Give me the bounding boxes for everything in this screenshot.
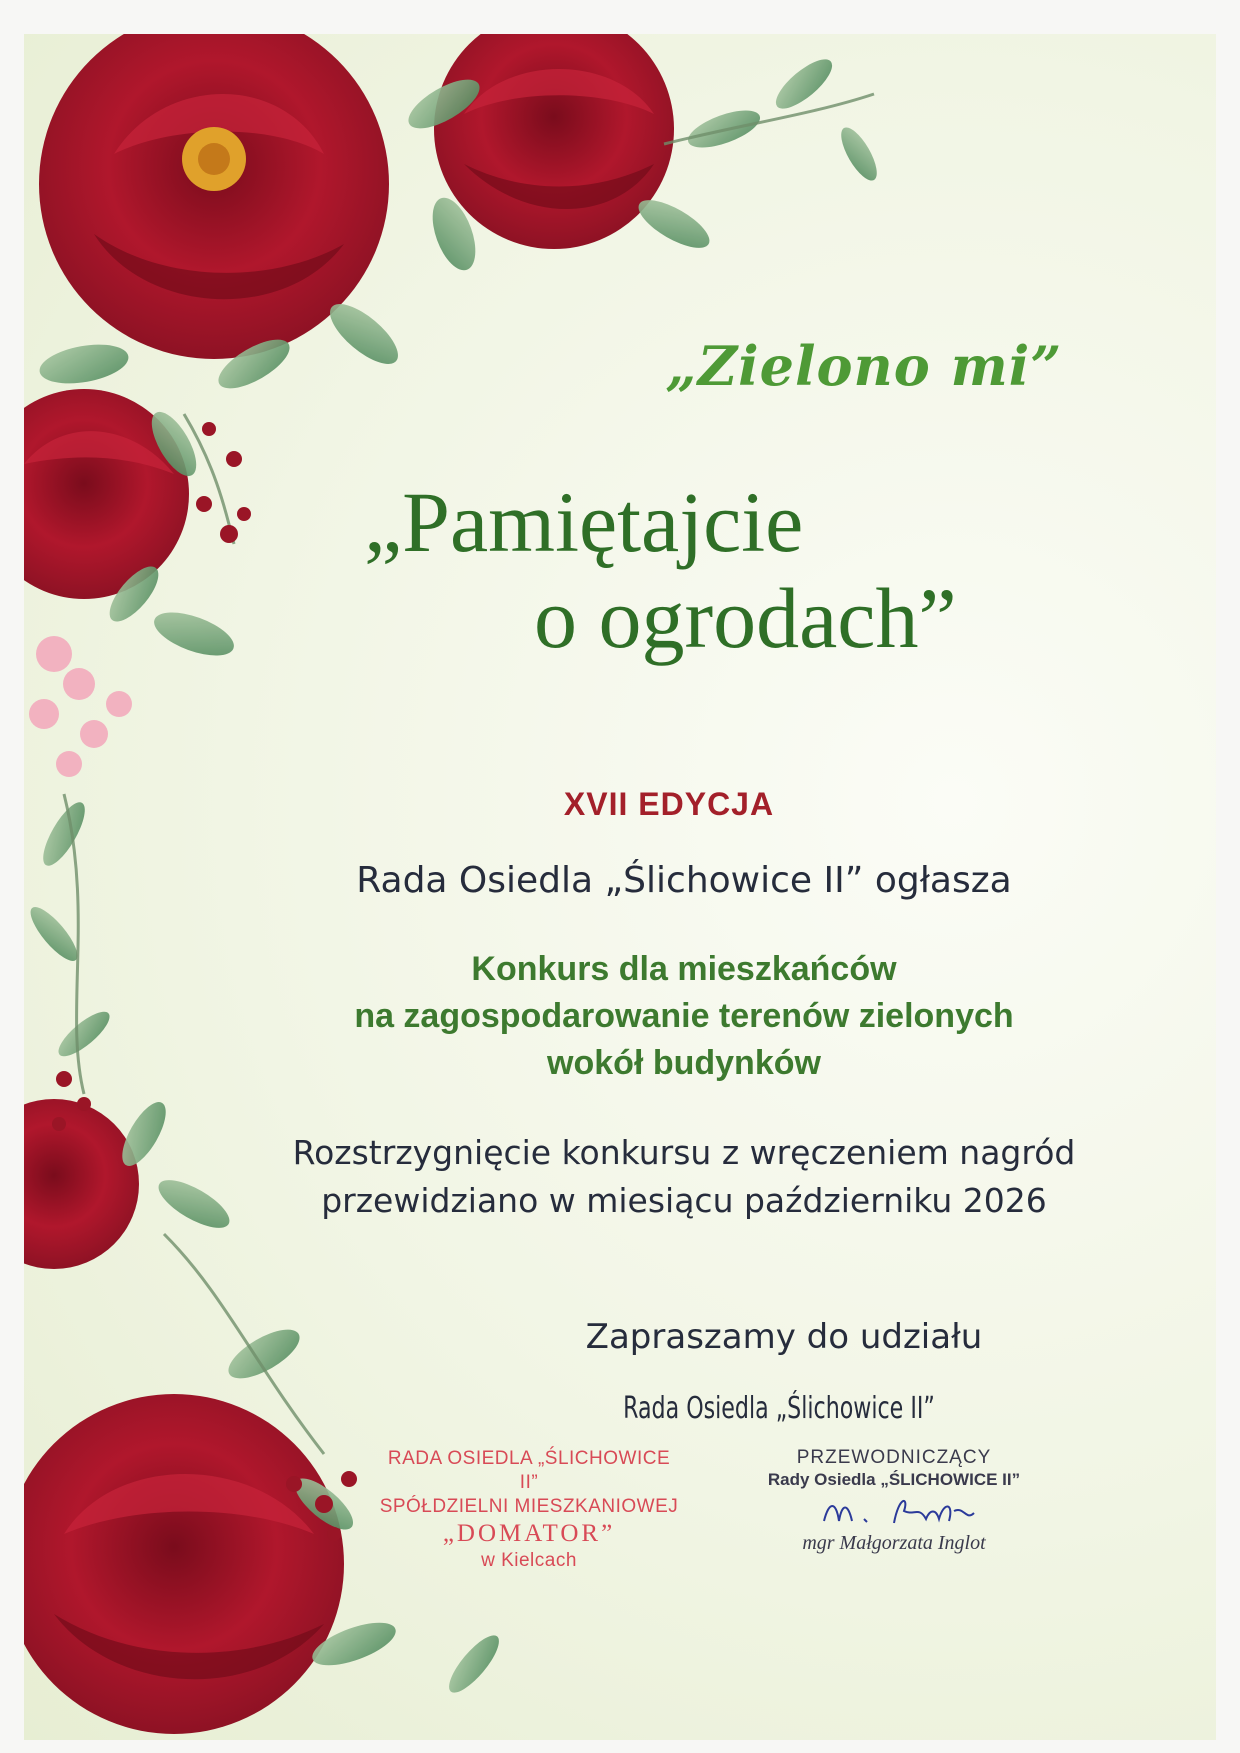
poster-sheet: [24, 34, 1216, 1740]
rose-left-lower: [24, 1099, 139, 1269]
rose-bottom-left: [24, 1394, 344, 1734]
result-line: przewidziano w miesiącu październiku 2026: [321, 1181, 1047, 1220]
rose-top-center: [434, 34, 674, 249]
motto: „Zielono mi”: [665, 334, 1063, 398]
contest-line: na zagospodarowanie terenów zielonych: [354, 997, 1014, 1035]
stamp-line: RADA OSIEDLA „ŚLICHOWICE II”: [387, 1448, 671, 1493]
title-line-2: o ogrodach”: [534, 570, 957, 666]
contest-description: [264, 946, 1104, 1087]
edition-label: XVII EDYCJA: [563, 786, 775, 822]
signature-council: Rada Osiedla „Ślichowice II”: [623, 1391, 935, 1426]
chairwoman-name: mgr Małgorzata Inglot: [802, 1532, 986, 1554]
poster-title: [324, 474, 1084, 666]
contest-line: Konkurs dla mieszkańców: [471, 950, 897, 988]
handwritten-signature: [744, 1491, 1044, 1531]
stamp-chairwoman: [744, 1447, 1044, 1555]
stamp-cooperative: [379, 1447, 679, 1573]
stamp-line: „DOMATOR”: [442, 1520, 616, 1547]
invitation: Zapraszamy do udziału: [585, 1317, 983, 1357]
pink-blossoms: [29, 636, 132, 777]
stamp-line: w Kielcach: [481, 1550, 577, 1571]
contest-line: wokół budynków: [547, 1044, 821, 1082]
stamp-title: PRZEWODNICZĄCY: [796, 1447, 992, 1468]
stamp-council: Rady Osiedla „ŚLICHOWICE II”: [767, 1470, 1021, 1489]
result-line: Rozstrzygnięcie konkursu z wręczeniem nagród: [292, 1133, 1076, 1172]
result-info: [224, 1129, 1144, 1225]
announcement: Rada Osiedla „Ślichowice II” ogłasza: [356, 860, 1012, 901]
stamp-line: SPÓŁDZIELNI MIESZKANIOWEJ: [379, 1496, 679, 1517]
title-line-1: „Pamiętajcie: [364, 474, 804, 570]
